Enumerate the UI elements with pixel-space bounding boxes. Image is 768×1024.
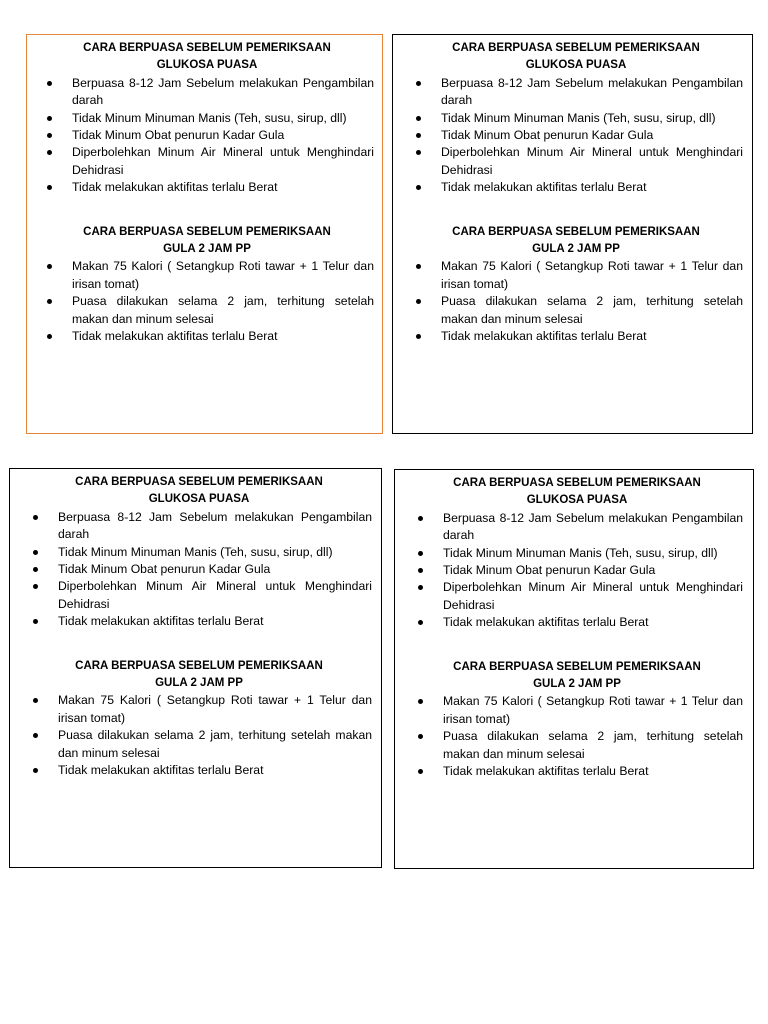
title-line-1: CARA BERPUASA SEBELUM PEMERIKSAAN bbox=[452, 225, 700, 238]
section-glukosa-puasa bbox=[40, 40, 374, 197]
bullet-icon bbox=[47, 185, 52, 190]
list-item bbox=[409, 144, 743, 179]
bullet-icon bbox=[416, 299, 421, 304]
bullet-icon bbox=[33, 698, 38, 703]
item-text: Makan 75 Kalori ( Setangkup Roti tawar + 1 Telur dan irisan tomat) bbox=[443, 694, 743, 726]
instruction-card-2 bbox=[392, 34, 753, 434]
bullet-icon bbox=[418, 620, 423, 625]
list-item bbox=[409, 127, 743, 144]
item-text: Tidak melakukan aktifitas terlalu Berat bbox=[443, 615, 649, 630]
list-item bbox=[411, 693, 743, 728]
item-text: Diperbolehkan Minum Air Mineral untuk Menghindari Dehidrasi bbox=[72, 145, 374, 177]
item-text: Makan 75 Kalori ( Setangkup Roti tawar + 1 Telur dan irisan tomat) bbox=[72, 259, 374, 291]
bullet-icon bbox=[47, 150, 52, 155]
bullet-icon bbox=[33, 550, 38, 555]
item-text: Diperbolehkan Minum Air Mineral untuk Menghindari Dehidrasi bbox=[58, 579, 372, 611]
bullet-icon bbox=[418, 699, 423, 704]
instruction-list bbox=[409, 258, 743, 345]
list-item bbox=[40, 179, 374, 196]
bullet-icon bbox=[47, 264, 52, 269]
bullet-icon bbox=[47, 334, 52, 339]
list-item bbox=[26, 578, 372, 613]
instruction-list bbox=[411, 510, 743, 632]
item-text: Tidak melakukan aktifitas terlalu Berat bbox=[72, 180, 278, 195]
title-line-2: GLUKOSA PUASA bbox=[525, 59, 627, 72]
bullet-icon bbox=[416, 133, 421, 138]
title-line-2: GLUKOSA PUASA bbox=[148, 493, 250, 506]
list-item bbox=[411, 562, 743, 579]
item-text: Puasa dilakukan selama 2 jam, terhitung setelah makan dan minum selesai bbox=[443, 729, 743, 761]
item-text: Tidak Minum Obat penurun Kadar Gula bbox=[58, 562, 271, 577]
instruction-card-1 bbox=[26, 34, 383, 434]
title-line-2: GLUKOSA PUASA bbox=[156, 59, 258, 72]
title-line-1: CARA BERPUASA SEBELUM PEMERIKSAAN bbox=[75, 659, 323, 672]
item-text: Puasa dilakukan selama 2 jam, terhitung setelah makan dan minum selesai bbox=[58, 728, 372, 760]
item-text: Tidak Minum Obat penurun Kadar Gula bbox=[72, 128, 285, 143]
item-text: Tidak melakukan aktifitas terlalu Berat bbox=[72, 329, 278, 344]
section-gula-2-jam-pp bbox=[26, 658, 372, 780]
section-gula-2-jam-pp bbox=[40, 224, 374, 346]
bullet-icon bbox=[47, 116, 52, 121]
list-item bbox=[40, 110, 374, 127]
instruction-list bbox=[40, 258, 374, 345]
instruction-list bbox=[26, 509, 372, 631]
section-title bbox=[40, 224, 374, 259]
instruction-list bbox=[26, 692, 372, 779]
title-line-2: GULA 2 JAM PP bbox=[533, 678, 621, 691]
list-item bbox=[409, 258, 743, 293]
item-text: Tidak Minum Minuman Manis (Teh, susu, sirup, dll) bbox=[58, 544, 333, 559]
item-text: Tidak Minum Obat penurun Kadar Gula bbox=[443, 563, 656, 578]
list-item bbox=[26, 561, 372, 578]
list-item bbox=[40, 328, 374, 345]
bullet-icon bbox=[418, 734, 423, 739]
title-line-2: GULA 2 JAM PP bbox=[155, 677, 243, 690]
list-item bbox=[40, 127, 374, 144]
section-title bbox=[409, 224, 743, 259]
list-item bbox=[409, 179, 743, 196]
list-item bbox=[411, 545, 743, 562]
bullet-icon bbox=[47, 299, 52, 304]
bullet-icon bbox=[416, 185, 421, 190]
bullet-icon bbox=[418, 769, 423, 774]
item-text: Diperbolehkan Minum Air Mineral untuk Menghindari Dehidrasi bbox=[443, 580, 743, 612]
item-text: Tidak Minum Minuman Manis (Teh, susu, sirup, dll) bbox=[441, 110, 716, 125]
item-text: Tidak Minum Minuman Manis (Teh, susu, sirup, dll) bbox=[443, 545, 718, 560]
title-line-2: GULA 2 JAM PP bbox=[163, 243, 251, 256]
item-text: Berpuasa 8-12 Jam Sebelum melakukan Pengambilan darah bbox=[443, 510, 743, 543]
list-item bbox=[40, 293, 374, 328]
item-text: Berpuasa 8-12 Jam Sebelum melakukan Pengambilan darah bbox=[72, 75, 374, 108]
item-text: Tidak melakukan aktifitas terlalu Berat bbox=[58, 614, 264, 629]
list-item bbox=[409, 328, 743, 345]
bullet-icon bbox=[33, 584, 38, 589]
list-item bbox=[26, 613, 372, 630]
list-item bbox=[26, 544, 372, 561]
section-title bbox=[409, 40, 743, 75]
list-item bbox=[26, 727, 372, 762]
list-item bbox=[411, 763, 743, 780]
bullet-icon bbox=[416, 150, 421, 155]
instruction-list bbox=[411, 693, 743, 780]
item-text: Berpuasa 8-12 Jam Sebelum melakukan Pengambilan darah bbox=[441, 75, 743, 108]
list-item bbox=[26, 692, 372, 727]
item-text: Tidak Minum Obat penurun Kadar Gula bbox=[441, 128, 654, 143]
instruction-card-3 bbox=[9, 468, 382, 868]
item-text: Makan 75 Kalori ( Setangkup Roti tawar + 1 Telur dan irisan tomat) bbox=[441, 259, 743, 291]
item-text: Tidak Minum Minuman Manis (Teh, susu, sirup, dll) bbox=[72, 110, 347, 125]
section-glukosa-puasa bbox=[411, 475, 743, 632]
bullet-icon bbox=[33, 733, 38, 738]
list-item bbox=[409, 110, 743, 127]
list-item bbox=[40, 75, 374, 110]
list-item bbox=[411, 614, 743, 631]
list-item bbox=[409, 293, 743, 328]
item-text: Berpuasa 8-12 Jam Sebelum melakukan Pengambilan darah bbox=[58, 509, 372, 542]
bullet-icon bbox=[33, 619, 38, 624]
bullet-icon bbox=[33, 567, 38, 572]
section-title bbox=[26, 474, 372, 509]
section-gula-2-jam-pp bbox=[411, 659, 743, 781]
list-item bbox=[411, 510, 743, 545]
item-text: Puasa dilakukan selama 2 jam, terhitung setelah makan dan minum selesai bbox=[72, 294, 374, 326]
list-item bbox=[409, 75, 743, 110]
bullet-icon bbox=[416, 116, 421, 121]
bullet-icon bbox=[416, 334, 421, 339]
section-glukosa-puasa bbox=[26, 474, 372, 631]
title-line-1: CARA BERPUASA SEBELUM PEMERIKSAAN bbox=[453, 660, 701, 673]
section-gula-2-jam-pp bbox=[409, 224, 743, 346]
list-item bbox=[40, 144, 374, 179]
instruction-list bbox=[409, 75, 743, 197]
section-title bbox=[40, 40, 374, 75]
list-item bbox=[26, 509, 372, 544]
bullet-icon bbox=[47, 81, 52, 86]
section-glukosa-puasa bbox=[409, 40, 743, 197]
section-title bbox=[26, 658, 372, 693]
bullet-icon bbox=[418, 585, 423, 590]
title-line-2: GLUKOSA PUASA bbox=[526, 494, 628, 507]
title-line-2: GULA 2 JAM PP bbox=[532, 243, 620, 256]
instruction-card-4 bbox=[394, 469, 754, 869]
bullet-icon bbox=[416, 264, 421, 269]
section-title bbox=[411, 659, 743, 694]
list-item bbox=[40, 258, 374, 293]
list-item bbox=[411, 579, 743, 614]
list-item bbox=[411, 728, 743, 763]
instruction-list bbox=[40, 75, 374, 197]
item-text: Tidak melakukan aktifitas terlalu Berat bbox=[443, 764, 649, 779]
item-text: Tidak melakukan aktifitas terlalu Berat bbox=[441, 180, 647, 195]
list-item bbox=[26, 762, 372, 779]
item-text: Tidak melakukan aktifitas terlalu Berat bbox=[441, 329, 647, 344]
title-line-1: CARA BERPUASA SEBELUM PEMERIKSAAN bbox=[75, 476, 323, 488]
bullet-icon bbox=[418, 568, 423, 573]
title-line-1: CARA BERPUASA SEBELUM PEMERIKSAAN bbox=[83, 42, 331, 54]
bullet-icon bbox=[418, 551, 423, 556]
title-line-1: CARA BERPUASA SEBELUM PEMERIKSAAN bbox=[453, 477, 701, 489]
item-text: Makan 75 Kalori ( Setangkup Roti tawar + 1 Telur dan irisan tomat) bbox=[58, 693, 372, 725]
title-line-1: CARA BERPUASA SEBELUM PEMERIKSAAN bbox=[452, 42, 700, 54]
bullet-icon bbox=[47, 133, 52, 138]
bullet-icon bbox=[416, 81, 421, 86]
item-text: Puasa dilakukan selama 2 jam, terhitung setelah makan dan minum selesai bbox=[441, 294, 743, 326]
bullet-icon bbox=[33, 515, 38, 520]
item-text: Diperbolehkan Minum Air Mineral untuk Menghindari Dehidrasi bbox=[441, 145, 743, 177]
item-text: Tidak melakukan aktifitas terlalu Berat bbox=[58, 763, 264, 778]
title-line-1: CARA BERPUASA SEBELUM PEMERIKSAAN bbox=[83, 225, 331, 238]
bullet-icon bbox=[418, 516, 423, 521]
bullet-icon bbox=[33, 768, 38, 773]
section-title bbox=[411, 475, 743, 510]
